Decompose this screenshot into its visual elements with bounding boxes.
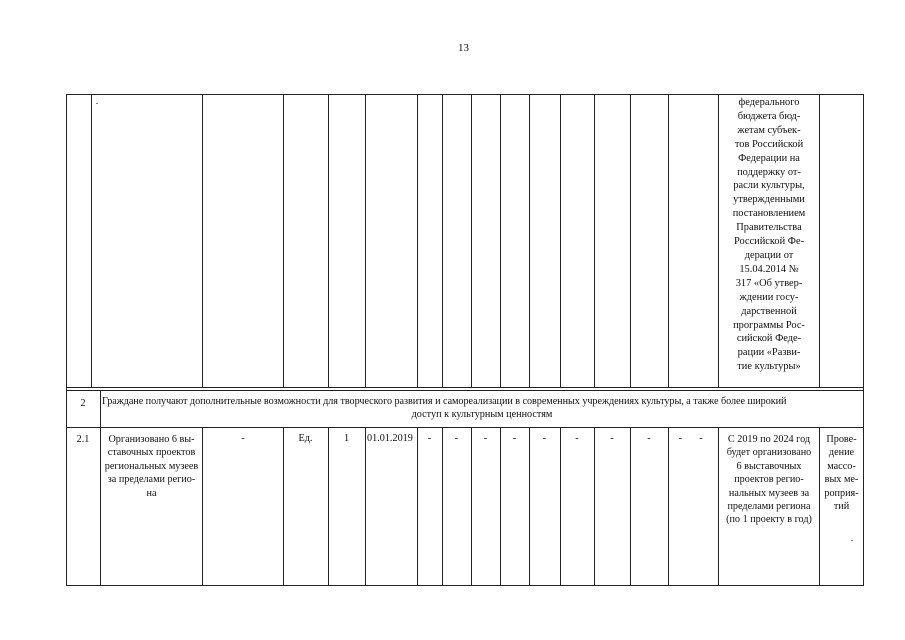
continuation-text-line: Федерации на: [738, 152, 800, 164]
col-line-top: [471, 94, 472, 387]
item-unit: Ед.: [298, 433, 313, 444]
section-title-line1: Граждане получают дополнительные возможности для творческого развития и самореализации в современных учреждениях культуры, а также более широкий: [102, 396, 787, 407]
item-dash: -: [575, 433, 579, 444]
continuation-text-line: ждении госу-: [739, 291, 799, 303]
row-divider-3: [66, 427, 864, 428]
continuation-text-line: Российской Фе-: [733, 236, 805, 248]
item-dash: -: [678, 433, 683, 444]
item-event-line: Прове-: [826, 434, 857, 445]
col-line-bottom: [594, 427, 595, 585]
col-line-top: [442, 94, 443, 387]
item-dash: -: [512, 433, 517, 444]
col-line-top: [91, 94, 92, 387]
item-event-line: массо-: [827, 460, 856, 472]
item-result-line: проектов регио-: [734, 474, 804, 486]
item-result: [719, 433, 819, 527]
item-event-line: вых ме-: [824, 474, 859, 486]
col-line-top: [594, 94, 595, 387]
item-dash: -: [542, 433, 547, 444]
col-line-top: [202, 94, 203, 387]
col-line-bottom: [668, 427, 669, 585]
continuation-text-line: рации «Разви-: [737, 347, 801, 359]
continuation-cell-text: [719, 96, 819, 374]
col-line-top: [630, 94, 631, 387]
item-dash: -: [483, 433, 488, 444]
item-name-line: региональных музеев: [104, 460, 199, 472]
section-number: 2: [80, 398, 86, 409]
item-col3: -: [241, 433, 245, 444]
page-number: 13: [458, 42, 469, 54]
item-result-line: будет организовано: [726, 447, 812, 459]
continuation-text-line: расли культуры,: [733, 180, 805, 192]
item-event-line: дение: [828, 447, 855, 459]
item-dash: -: [427, 433, 432, 444]
item-dash: -: [454, 433, 459, 444]
item-event-line: тий: [833, 501, 850, 513]
row-divider-1: [66, 387, 864, 388]
item-name-line: Организовано 6 вы-: [108, 434, 195, 445]
col-line-bottom: [560, 427, 561, 585]
row-divider-2: [66, 390, 864, 391]
table-left-border: [66, 94, 67, 586]
item-result-line: 6 выставочных: [736, 460, 802, 472]
item-name: [100, 433, 203, 500]
item-dash: -: [699, 433, 703, 444]
item-base-date: 01.01.2019: [367, 433, 413, 444]
continuation-text-line: федерального: [738, 97, 800, 108]
data-table: [66, 94, 864, 586]
table-bottom-border: [66, 585, 864, 586]
item-dash: -: [610, 433, 614, 444]
item-base-value: 1: [343, 433, 350, 444]
continuation-text-line: сийской Феде-: [736, 333, 802, 345]
item-event: [820, 433, 863, 513]
continuation-text-line: бюджета бюд-: [737, 110, 801, 122]
continuation-text-line: дарственной: [741, 305, 797, 317]
item-event-line: роприя-: [824, 487, 859, 499]
continuation-text-line: жетам субъек-: [737, 124, 801, 136]
table-top-border: [66, 94, 864, 95]
col-line-bottom: [529, 427, 530, 585]
col-line-bottom: [630, 427, 631, 585]
col-line-bottom: [365, 427, 366, 585]
col-line-top: [668, 94, 669, 387]
scan-speck: [96, 103, 98, 104]
col-line-top: [819, 94, 820, 387]
continuation-text-line: дерации от: [744, 249, 794, 261]
item-number: 2.1: [76, 434, 90, 445]
col-line-top: [529, 94, 530, 387]
item-result-line: нальных музеев за: [728, 487, 810, 499]
item-name-line: на: [146, 487, 157, 499]
item-result-line: С 2019 по 2024 год: [727, 434, 811, 445]
continuation-text-line: утвержденными: [733, 194, 805, 206]
col-line-top: [500, 94, 501, 387]
continuation-text-line: 317 «Об утвер-: [735, 277, 803, 289]
continuation-text-line: тие культуры»: [737, 361, 801, 373]
col-line-bottom: [471, 427, 472, 585]
continuation-text-line: постановлением: [732, 208, 806, 220]
item-dash: -: [647, 433, 651, 444]
col-line-bottom: [283, 427, 284, 585]
item-result-line: (по 1 проекту в год): [726, 514, 812, 526]
col-line-bottom: [328, 427, 329, 585]
col-line-bottom: [442, 427, 443, 585]
continuation-text-line: поддержку от-: [737, 166, 801, 178]
continuation-text-line: 15.04.2014 №: [739, 263, 799, 275]
col-line-bottom: [417, 427, 418, 585]
continuation-text-line: тов Российской: [734, 138, 804, 150]
scan-speck: [851, 540, 853, 541]
col-line-top: [560, 94, 561, 387]
col-line-top: [365, 94, 366, 387]
item-result-line: пределами региона: [727, 501, 811, 513]
table-right-border: [863, 94, 864, 586]
col-line-top: [417, 94, 418, 387]
continuation-text-line: программы Рос-: [733, 319, 805, 331]
item-name-line: ставочных проектов: [107, 447, 196, 459]
section-title-line2: доступ к культурным ценностям: [411, 409, 553, 420]
col-line-bottom: [500, 427, 501, 585]
item-name-line: за пределами регио-: [107, 474, 196, 486]
col-line-section: [100, 390, 101, 427]
continuation-text-line: Правительства: [736, 222, 802, 234]
col-line-top: [328, 94, 329, 387]
col-line-top: [283, 94, 284, 387]
